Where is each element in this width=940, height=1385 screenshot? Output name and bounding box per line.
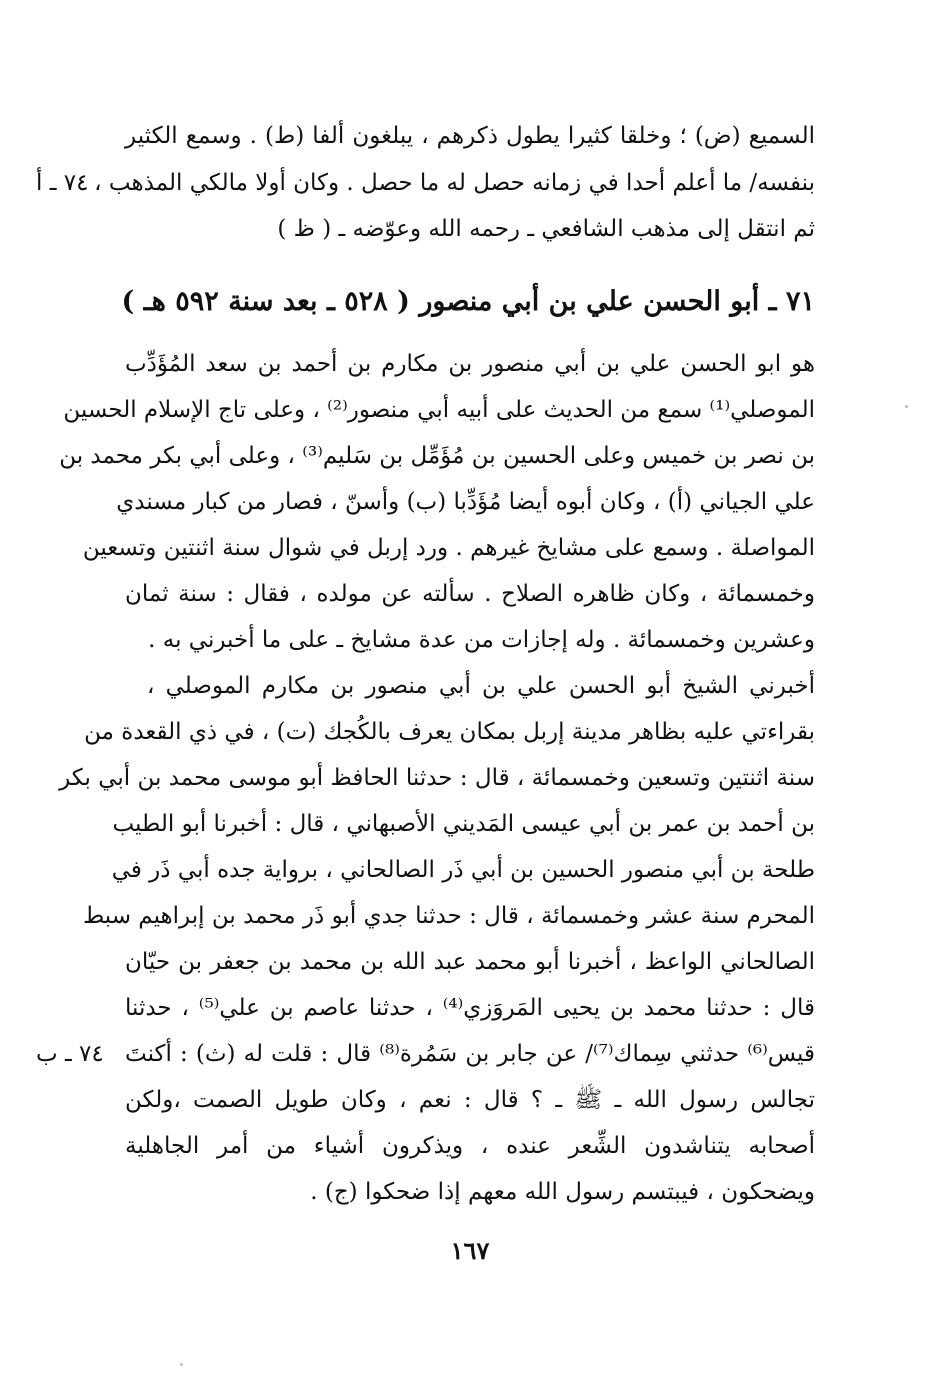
- text-line: سنة اثنتين وتسعين وخمسمائة ، قال : حدثنا الحافظ أبو موسى محمد بن أبي بكر: [59, 765, 815, 791]
- text-line: بن أحمد بن عمر بن أبي عيسى المَديني الأصبهاني ، قال : أخبرنا أبو الطيب: [112, 811, 815, 837]
- text-line: قيس⁽⁶⁾ حدثني سِماك⁽⁷⁾/ عن جابر بن سَمُرة⁽⁸⁾ قال : قلت له (ث) : أكنتَ: [125, 1041, 815, 1067]
- text-line: المحرم سنة عشر وخمسمائة ، قال : حدثنا جدي أبو ذَر محمد بن إبراهيم سبط: [82, 903, 815, 929]
- margin-folio-note: ٧٤ ـ أ: [36, 170, 89, 196]
- text-line: تجالس رسول الله ـ ﷺ ـ ؟ قال : نعم ، وكان طويل الصمت ،ولكن: [125, 1087, 815, 1113]
- text-line: الموصلي⁽¹⁾ سمع من الحديث على أبيه أبي منصور⁽²⁾ ، وعلى تاج الإسلام الحسين: [63, 397, 815, 423]
- text-line: أصحابه يتناشدون الشِّعر عنده ، ويذكرون أشياء من أمر الجاهلية: [125, 1133, 815, 1159]
- text-line: بنفسه/ ما أعلم أحدا في زمانه حصل له ما حصل . وكان أولا مالكي المذهب ،: [94, 170, 815, 196]
- entry-heading: ٧١ ـ أبو الحسن علي بن أبي منصور ( ٥٢٨ ـ بعد سنة ٥٩٢ هـ ): [121, 286, 815, 317]
- text-line: وخمسمائة ، وكان ظاهره الصلاح . سألته عن مولده ، فقال : سنة ثمان: [125, 581, 815, 607]
- text-line: علي الجياني (أ) ، وكان أبوه أيضا مُؤَدِّبا (ب) وأسنّ ، فصار من كبار مسندي: [116, 489, 815, 515]
- text-line: بقراءتي عليه بظاهر مدينة إربل بمكان يعرف بالكُجك (ت) ، في ذي القعدة من: [84, 719, 815, 745]
- scan-speck: [180, 1363, 183, 1366]
- text-line: ويضحكون ، فيبتسم رسول الله معهم إذا ضحكوا (ج) .: [310, 1179, 815, 1205]
- page-number: ١٦٧: [450, 1236, 490, 1265]
- text-line: المواصلة . وسمع على مشايخ غيرهم . ورد إربل في شوال سنة اثنتين وتسعين: [82, 535, 815, 561]
- margin-folio-note: ٧٤ ـ ب: [36, 1041, 104, 1067]
- text-line: طلحة بن أبي منصور الحسين بن أبي ذَر الصالحاني ، برواية جده أبي ذَر في: [111, 857, 815, 883]
- text-line: أخبرني الشيخ أبو الحسن علي بن أبي منصور بن مكارم الموصلي ،: [147, 673, 815, 699]
- text-line: السميع (ض) ؛ وخلقا كثيرا يطول ذكرهم ، يبلغون ألفا (ط) . وسمع الكثير: [125, 123, 815, 149]
- text-line: قال : حدثنا محمد بن يحيى المَروَزي⁽⁴⁾ ، حدثنا عاصم بن علي⁽⁵⁾ ، حدثنا: [125, 995, 815, 1021]
- text-line: ثم انتقل إلى مذهب الشافعي ـ رحمه الله وعوّضه ـ ( ظ ): [277, 216, 815, 242]
- text-line: الصالحاني الواعظ ، أخبرنا أبو محمد عبد الله بن محمد بن جعفر بن حيّان: [125, 949, 815, 975]
- text-line: هو ابو الحسن علي بن أبي منصور بن مكارم بن أحمد بن سعد المُؤَدِّب: [125, 351, 815, 377]
- scan-speck: [905, 405, 908, 408]
- text-line: بن نصر بن خميس وعلى الحسين بن مُؤَمِّل بن سَليم⁽³⁾ ، وعلى أبي بكر محمد بن: [59, 443, 815, 469]
- text-line: وعشرين وخمسمائة . وله إجازات من عدة مشايخ ـ على ما أخبرني به .: [148, 627, 815, 653]
